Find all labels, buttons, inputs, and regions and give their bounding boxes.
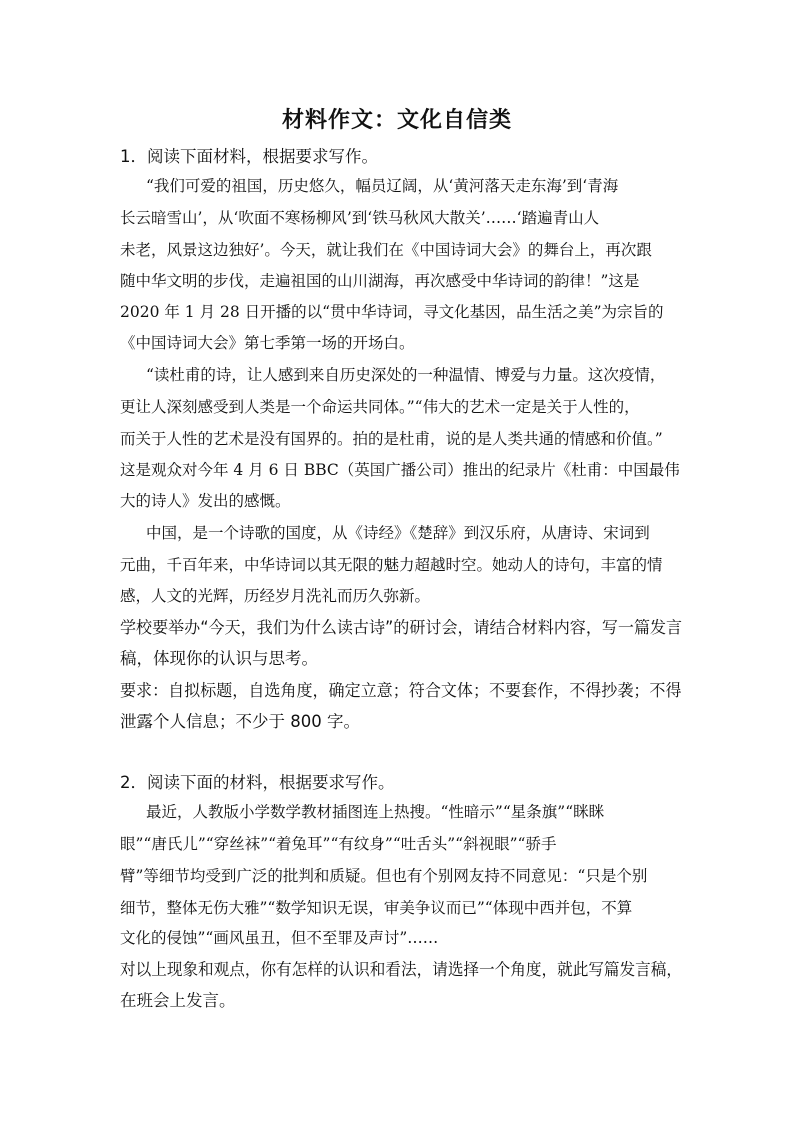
document-title: 材料作文：文化自信类 [281,107,512,133]
q1-paragraph-3-line: 感，人文的光辉，历经岁月洗礼而历久弥新。 [120,587,431,605]
q1-paragraph-1-line: 《中国诗词大会》第七季第一场的开场白。 [120,334,415,352]
q1-paragraph-2-line: 更让人深刻感受到人类是一个命运共同体。”“伟大的艺术一定是关于人性的， [120,398,640,416]
q1-paragraph-1-line: “我们可爱的祖国，历史悠久，幅员辽阔，从‘黄河落天走东海’到‘青海 [146,177,619,195]
q1-requirement-line: 要求：自拟标题，自选角度，确定立意；符合文体；不要套作，不得抄袭；不得 [120,681,682,700]
q1-paragraph-2-line: 这是观众对今年 4 月 6 日 BBC（英国广播公司）推出的纪录片《杜甫：中国最伟 [120,461,680,479]
q2-task-line: 对以上现象和观点，你有怎样的认识和看法，请选择一个角度，就此写篇发言稿， [120,960,682,979]
q1-paragraph-2-line: “读杜甫的诗，让人感到来自历史深处的一种温情、博爱与力量。这次疫情， [146,366,666,384]
q2-paragraph-line: 文化的侵蚀”“画风虽丑，但不至罪及声讨”…… [120,929,439,947]
q1-paragraph-3-line: 元曲，千百年来，中华诗词以其无限的魅力超越时空。她动人的诗句，丰富的情 [120,556,663,574]
q1-requirement-line: 泄露个人信息；不少于 800 字。 [120,712,360,731]
q2-paragraph-line: 眼”“唐氏儿”“穿丝袜”“着兔耳”“有纹身”“吐舌头”“斜视眼”“骄手 [120,835,557,853]
q2-task-line: 在班会上发言。 [120,991,236,1010]
question-1-heading: 1．阅读下面材料，根据要求写作。 [120,147,378,166]
q1-paragraph-1-line: 未老，风景这边独好’。今天，就让我们在《中国诗词大会》的舞台上，再次跟 [120,241,652,259]
q1-paragraph-2-line: 而关于人性的艺术是没有国界的。拍的是杜甫，说的是人类共通的情感和价值。” [120,430,663,448]
q2-paragraph-line: 细节，整体无伤大雅”“数学知识无误，审美争议而已”“体现中西并包，不算 [120,899,633,917]
question-2-heading: 2．阅读下面的材料，根据要求写作。 [120,773,395,792]
q1-paragraph-1-line: 2020 年 1 月 28 日开播的以“贯中华诗词，寻文化基因，品生活之美”为宗旨的 [120,303,664,321]
q2-paragraph-line: 臂”等细节均受到广泛的批判和质疑。但也有个别网友持不同意见：“只是个别 [120,867,648,885]
q1-task-line: 学校要举办“今天，我们为什么读古诗”的研讨会，请结合材料内容，写一篇发言 [120,618,683,637]
q1-paragraph-3-line: 中国，是一个诗歌的国度，从《诗经》《楚辞》到汉乐府，从唐诗、宋词到 [146,524,650,542]
q2-paragraph-line: 最近，人教版小学数学教材插图连上热搜。“性暗示”“星条旗”“眯眯 [146,803,605,821]
q1-paragraph-1-line: 随中华文明的步伐，走遍祖国的山川湖海，再次感受中华诗词的韵律！”这是 [120,272,640,290]
q1-paragraph-1-line: 长云暗雪山’，从‘吹面不寒杨柳风’到‘铁马秋风大散关’……‘踏遍青山人 [120,209,600,227]
q1-task-line: 稿，体现你的认识与思考。 [120,649,318,668]
q1-paragraph-2-line: 大的诗人》发出的感慨。 [120,492,291,510]
